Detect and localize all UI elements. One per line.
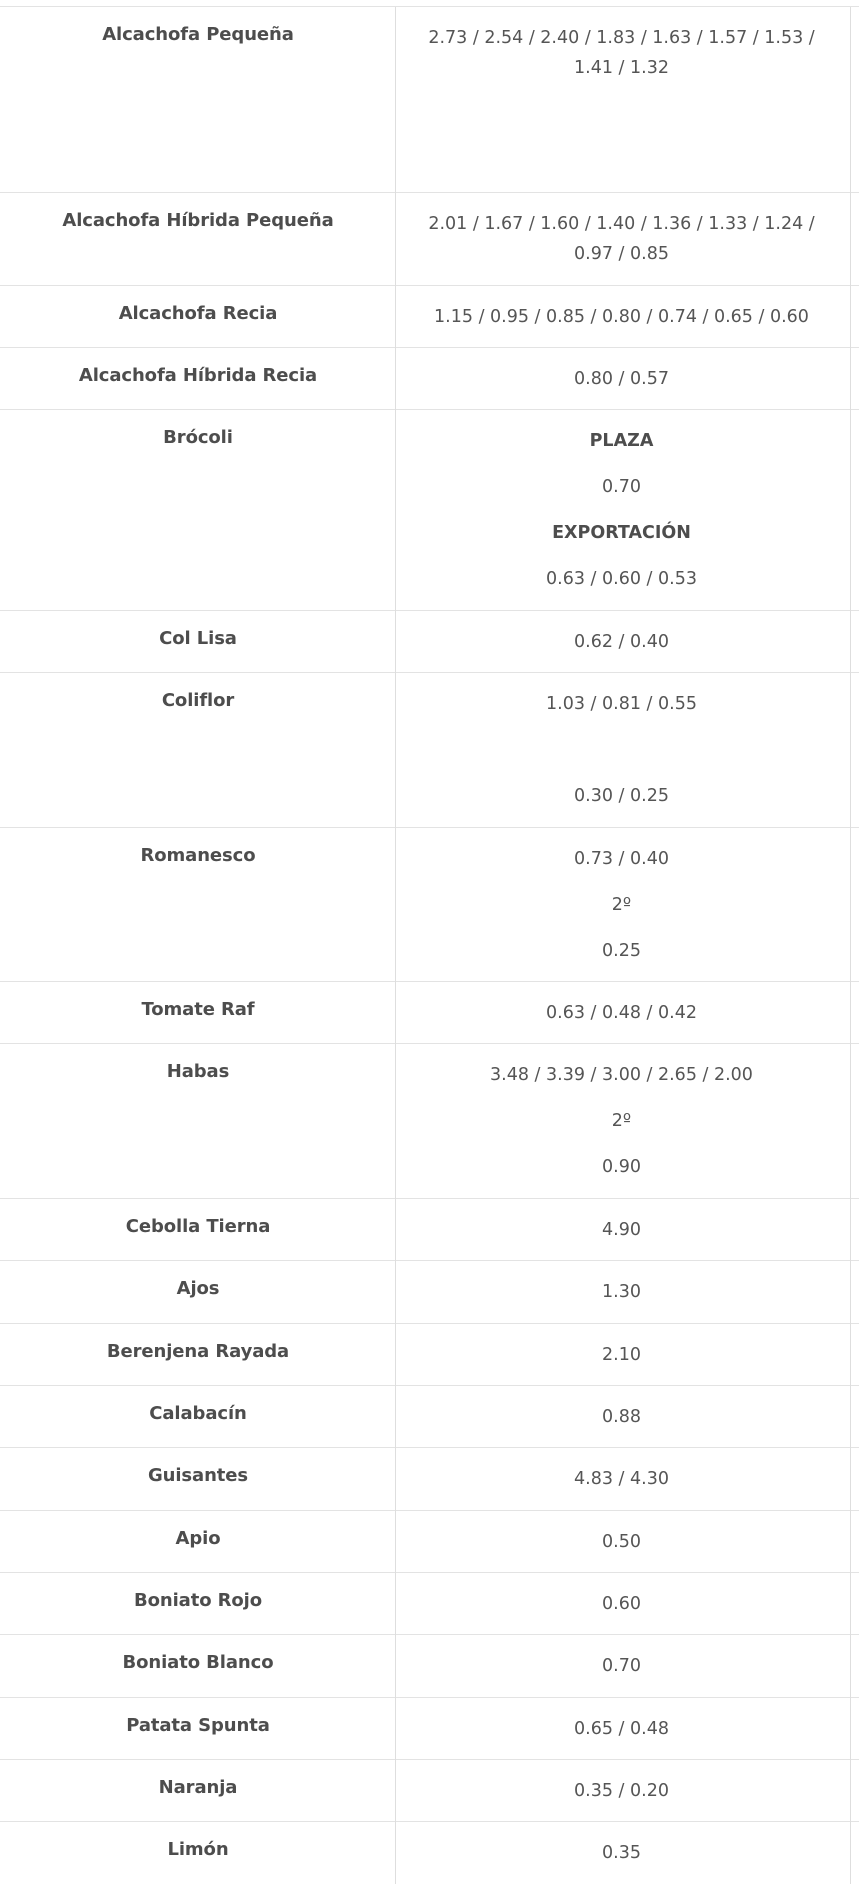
product-name: Col Lisa (159, 628, 237, 649)
price-value: 2.73 / 2.54 / 2.40 / 1.83 / 1.63 / 1.57 / 1.53 / 1.41 / 1.32 (428, 28, 815, 78)
price-grade: 2º (611, 895, 632, 915)
price-value: 2.10 (602, 1345, 641, 1365)
product-name: Apio (175, 1528, 221, 1549)
price-label-exportacion: EXPORTACIÓN (552, 523, 691, 543)
price-cell (396, 1044, 847, 1198)
price-value: 0.70 (602, 477, 641, 497)
product-name: Berenjena Rayada (106, 1341, 290, 1362)
product-name: Limón (167, 1839, 229, 1860)
table-row (0, 348, 859, 410)
price-cell (396, 1511, 847, 1572)
price-cell (396, 1386, 847, 1447)
product-name: Alcachofa Híbrida Pequeña (62, 210, 334, 231)
product-name: Patata Spunta (126, 1715, 270, 1736)
product-name: Ajos (176, 1278, 220, 1299)
price-value: 0.63 / 0.48 / 0.42 (546, 1003, 697, 1023)
price-cell (396, 1261, 847, 1323)
product-name: Alcachofa Pequeña (102, 24, 294, 45)
table-row (0, 611, 859, 673)
price-cell (396, 673, 847, 827)
table-row (0, 1760, 859, 1822)
price-cell (396, 1635, 847, 1697)
table-row (0, 193, 859, 286)
price-label-plaza: PLAZA (589, 431, 654, 451)
table-row (0, 1386, 859, 1448)
price-value: 1.30 (602, 1282, 641, 1302)
product-name: Naranja (158, 1777, 238, 1798)
table-row (0, 1573, 859, 1635)
price-cell (396, 1698, 847, 1759)
product-name: Boniato Blanco (122, 1652, 274, 1673)
table-row (0, 1698, 859, 1760)
price-value: 0.70 (602, 1656, 641, 1676)
price-cell (396, 611, 847, 672)
table-row (0, 1448, 859, 1511)
price-value: 0.60 (602, 1594, 641, 1614)
product-name: Brócoli (163, 427, 233, 448)
product-name: Tomate Raf (141, 999, 255, 1020)
product-name: Romanesco (140, 845, 256, 866)
price-value: 2.01 / 1.67 / 1.60 / 1.40 / 1.36 / 1.33 / 1.24 / 0.97 / 0.85 (428, 214, 815, 264)
price-value: 0.25 (602, 941, 641, 961)
price-value: 0.35 / 0.20 (574, 1781, 669, 1801)
table-row (0, 982, 859, 1044)
table-row (0, 1635, 859, 1698)
product-name: Calabacín (149, 1403, 247, 1424)
price-cell (396, 286, 847, 347)
price-value: 0.30 / 0.25 (574, 786, 669, 806)
table-row (0, 1261, 859, 1324)
table-row (0, 1324, 859, 1386)
table-row (0, 1199, 859, 1261)
price-value: 0.65 / 0.48 (574, 1719, 669, 1739)
column-divider-right (850, 7, 851, 1884)
product-name: Cebolla Tierna (125, 1216, 271, 1237)
product-name: Coliflor (161, 690, 235, 711)
product-name: Alcachofa Recia (118, 303, 278, 324)
price-cell (396, 7, 847, 192)
price-grade: 2º (611, 1111, 632, 1131)
price-value: 0.88 (602, 1407, 641, 1427)
price-cell (396, 1573, 847, 1634)
price-cell (396, 1324, 847, 1385)
price-cell (396, 193, 847, 285)
product-name: Guisantes (147, 1465, 249, 1486)
price-value: 0.80 / 0.57 (574, 369, 669, 389)
table-row (0, 673, 859, 828)
price-value: 0.62 / 0.40 (574, 632, 669, 652)
price-cell (396, 1199, 847, 1260)
price-value: 0.50 (602, 1532, 641, 1552)
price-cell (396, 828, 847, 981)
product-name: Alcachofa Híbrida Recia (78, 365, 318, 386)
column-divider (395, 7, 396, 1884)
price-value: 0.35 (602, 1843, 641, 1863)
price-value: 0.90 (602, 1157, 641, 1177)
price-cell (396, 348, 847, 409)
price-cell (396, 1448, 847, 1510)
price-value: 1.03 / 0.81 / 0.55 (546, 694, 697, 714)
price-value: 0.73 / 0.40 (574, 849, 669, 869)
table-row (0, 1822, 859, 1884)
table-row (0, 1044, 859, 1199)
price-value: 0.63 / 0.60 / 0.53 (546, 569, 697, 589)
table-row (0, 7, 859, 193)
price-table (0, 6, 859, 1884)
table-row (0, 410, 859, 611)
price-value: 4.90 (602, 1220, 641, 1240)
price-cell (396, 1822, 847, 1884)
table-row (0, 286, 859, 348)
price-cell (396, 982, 847, 1043)
price-cell (396, 1760, 847, 1821)
price-value: 4.83 / 4.30 (574, 1469, 669, 1489)
price-value: 1.15 / 0.95 / 0.85 / 0.80 / 0.74 / 0.65 / 0.60 (434, 307, 809, 327)
product-name: Habas (166, 1061, 230, 1082)
price-value: 3.48 / 3.39 / 3.00 / 2.65 / 2.00 (490, 1065, 753, 1085)
product-name: Boniato Rojo (133, 1590, 263, 1611)
table-row (0, 828, 859, 982)
price-cell (396, 410, 847, 610)
table-row (0, 1511, 859, 1573)
